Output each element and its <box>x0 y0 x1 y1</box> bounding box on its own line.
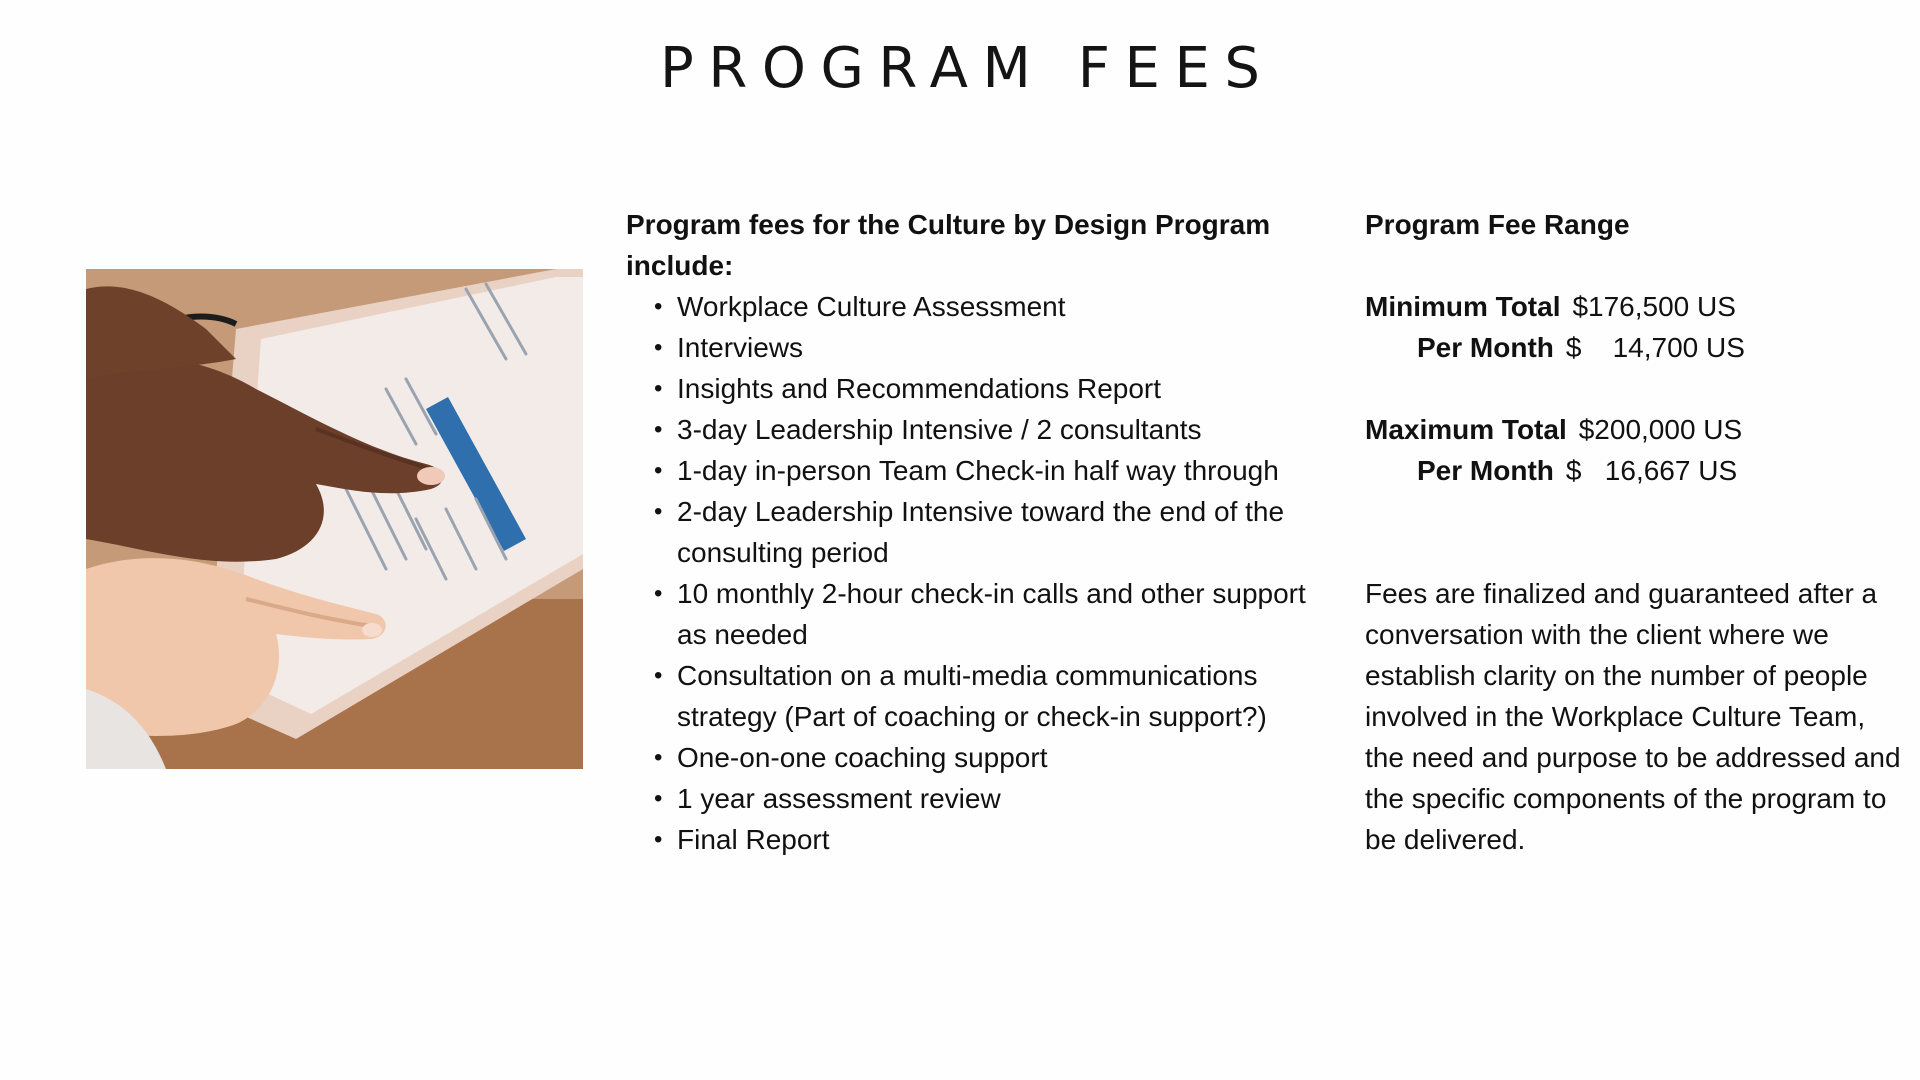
photo-hands-pointing-at-invoice <box>86 269 583 769</box>
list-item: • Final Report <box>626 819 1306 860</box>
minimum-total-value: $176,500 US <box>1572 291 1736 322</box>
fee-note: Fees are finalized and guaranteed after a conversation with the client where we establish clarity on the number of people involved in the Workplace Culture Team, the need and purpose to be addressed and the specific components of the program to be delivered. <box>1365 578 1901 855</box>
page-title: PROGRAM FEES <box>660 36 1275 101</box>
photo-illustration <box>86 269 583 769</box>
fee-range-section <box>1365 204 1905 491</box>
program-includes-section <box>626 204 1306 860</box>
includes-list <box>626 286 1306 860</box>
list-item: • Workplace Culture Assessment <box>626 286 1306 327</box>
minimum-total-label: Minimum Total <box>1365 291 1561 322</box>
maximum-month-row <box>1365 450 1905 491</box>
fee-range-heading: Program Fee Range <box>1365 209 1630 240</box>
list-item: • 3-day Leadership Intensive / 2 consultants <box>626 409 1306 450</box>
maximum-month-value: $ 16,667 US <box>1565 455 1738 486</box>
list-item: • 1-day in-person Team Check-in half way through <box>626 450 1306 491</box>
maximum-total-label: Maximum Total <box>1365 414 1567 445</box>
list-item: • 2-day Leadership Intensive toward the end of the consulting period <box>626 491 1306 573</box>
list-item: • Interviews <box>626 327 1306 368</box>
maximum-total-value: $200,000 US <box>1578 414 1743 445</box>
list-item: • 10 monthly 2-hour check-in calls and other support as needed <box>626 573 1306 655</box>
list-item: • One-on-one coaching support <box>626 737 1306 778</box>
minimum-month-row <box>1365 327 1905 368</box>
list-item: • 1 year assessment review <box>626 778 1306 819</box>
minimum-total-row <box>1365 286 1905 327</box>
list-item: • Consultation on a multi-media communications strategy (Part of coaching or check-in support?) <box>626 655 1306 737</box>
minimum-month-label: Per Month <box>1417 332 1554 363</box>
includes-heading: Program fees for the Culture by Design Program include: <box>626 209 1271 281</box>
minimum-month-value: $ 14,700 US <box>1565 332 1745 363</box>
maximum-total-row <box>1365 409 1905 450</box>
maximum-month-label: Per Month <box>1417 455 1554 486</box>
list-item: • Insights and Recommendations Report <box>626 368 1306 409</box>
